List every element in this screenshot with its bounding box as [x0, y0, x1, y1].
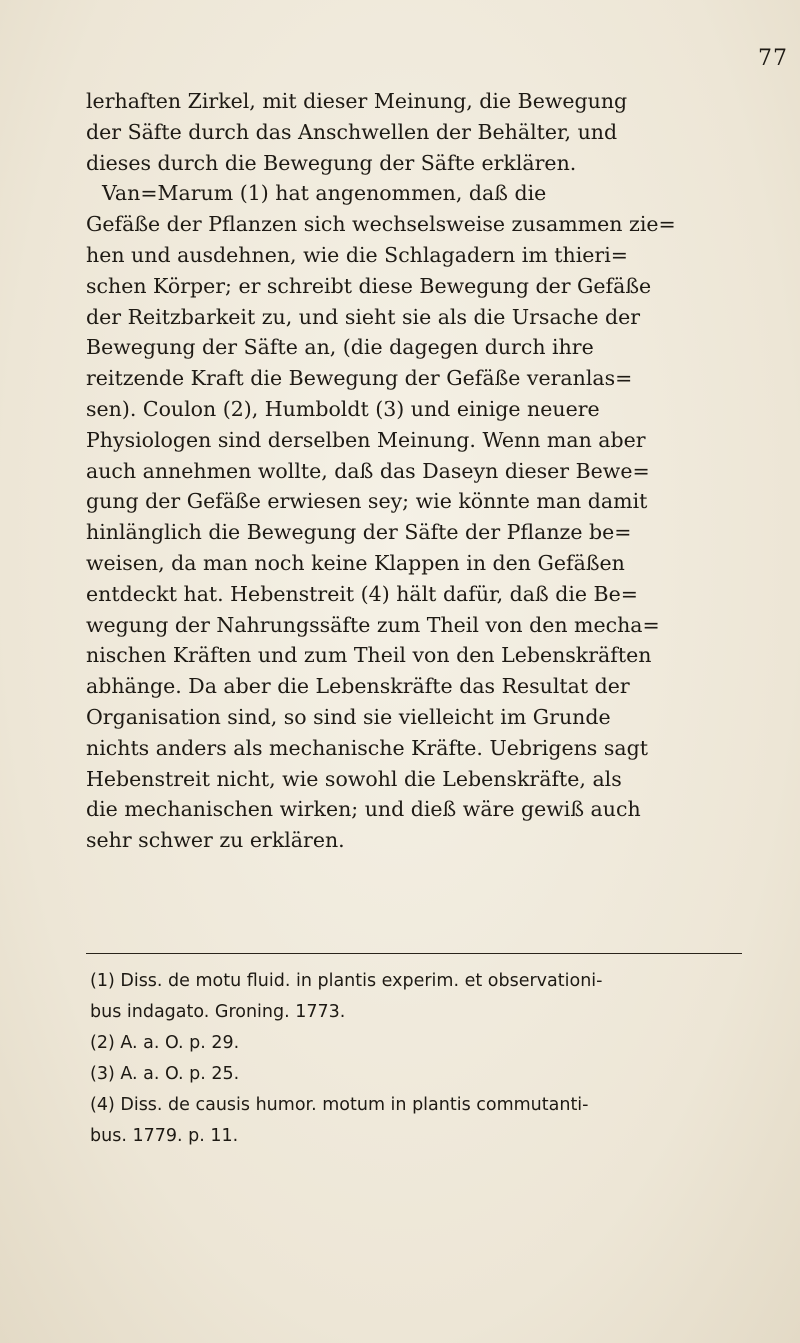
footnotes: [90, 966, 770, 1152]
text-line: der Reitzbarkeit zu, und sieht sie als die Ursache der: [86, 304, 641, 329]
text-line: gung der Gefäße erwiesen sey; wie könnte man damit: [86, 489, 648, 514]
text-line: nischen Kräften und zum Theil von den Lebenskräften: [86, 643, 652, 668]
text-line: dieses durch die Bewegung der Säfte erklären.: [86, 150, 577, 175]
footnote: bus indagato. Groning. 1773.: [90, 1002, 346, 1022]
text-line: lerhaften Zirkel, mit dieser Meinung, die Bewegung: [86, 89, 628, 113]
text-line: reitzende Kraft die Bewegung der Gefäße veranlas=: [86, 366, 633, 391]
text-line: schen Körper; er schreibt diese Bewegung der Gefäße: [86, 273, 652, 298]
footnote-divider: [86, 953, 742, 954]
text-line: entdeckt hat. Hebenstreit (4) hält dafür, daß die Be=: [86, 581, 638, 606]
text-line: sehr schwer zu erklären.: [86, 828, 345, 853]
text-line: abhänge. Da aber die Lebenskräfte das Resultat der: [86, 674, 630, 699]
text-line: Hebenstreit nicht, wie sowohl die Lebenskräfte, als: [86, 766, 622, 791]
footnote: (1) Diss. de motu fluid. in plantis experim. et observationi-: [90, 971, 603, 991]
text-line: wegung der Nahrungssäfte zum Theil von den mecha=: [86, 612, 660, 637]
text-line: sen). Coulon (2), Humboldt (3) und einige neuere: [86, 396, 600, 421]
text-line: Physiologen sind derselben Meinung. Wenn man aber: [86, 427, 646, 452]
footnote: (4) Diss. de causis humor. motum in plantis commutanti-: [90, 1095, 589, 1115]
text-line: hinlänglich die Bewegung der Säfte der Pflanze be=: [86, 520, 632, 545]
text-line: Bewegung der Säfte an, (die dagegen durch ihre: [86, 335, 594, 360]
text-line: nichts anders als mechanische Kräfte. Uebrigens sagt: [86, 735, 648, 760]
text-line: der Säfte durch das Anschwellen der Behälter, und: [86, 119, 618, 144]
footnote: bus. 1779. p. 11.: [90, 1126, 239, 1146]
footnote: (3) A. a. O. p. 25.: [90, 1064, 240, 1084]
page-number: 77: [758, 46, 788, 71]
text-line: Gefäße der Pflanzen sich wechselsweise zusammen zie=: [86, 212, 676, 237]
text-line: weisen, da man noch keine Klappen in den Gefäßen: [86, 550, 625, 575]
text-line: die mechanischen wirken; und dieß wäre gewiß auch: [86, 797, 641, 822]
text-line: Organisation sind, so sind sie vielleicht im Grunde: [86, 704, 611, 729]
footnote: (2) A. a. O. p. 29.: [90, 1033, 240, 1053]
text-line: auch annehmen wollte, daß das Daseyn dieser Bewe=: [86, 458, 650, 483]
text-line: Van=Marum (1) hat angenommen, daß die: [102, 181, 547, 206]
text-line: hen und ausdehnen, wie die Schlagadern im thieri=: [86, 242, 628, 267]
body-text: [86, 86, 766, 856]
